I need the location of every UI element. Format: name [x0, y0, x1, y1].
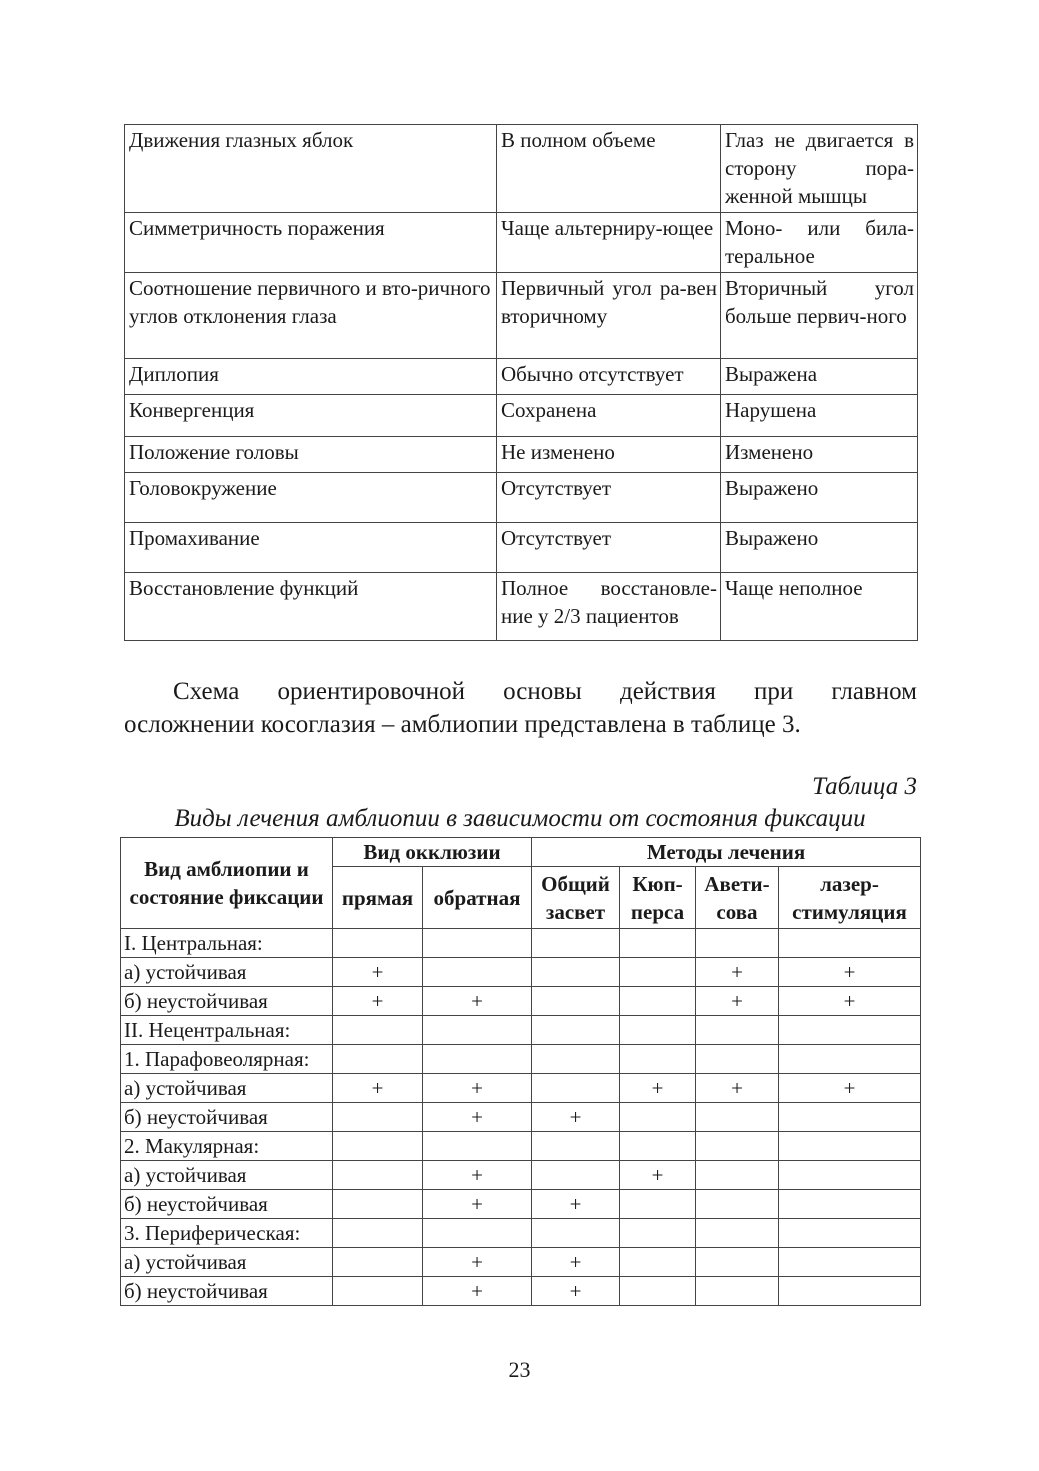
mark-cell: [532, 1045, 620, 1074]
comparison-feature-cell: Симметричность поражения: [125, 213, 497, 273]
mark-cell: [779, 1161, 921, 1190]
mark-cell: [620, 958, 696, 987]
mark-cell: [620, 1045, 696, 1074]
mark-cell: [779, 1016, 921, 1045]
mark-cell: [532, 1074, 620, 1103]
header-amblyopia-type: Вид амблиопии и состояние фиксации: [121, 838, 333, 929]
mark-cell: +: [532, 1248, 620, 1277]
mark-cell: [333, 1103, 423, 1132]
mark-cell: [532, 1161, 620, 1190]
comparison-row: [125, 523, 918, 573]
row-label: I. Центральная:: [121, 929, 333, 958]
mark-cell: +: [423, 987, 532, 1016]
mark-cell: +: [696, 1074, 779, 1103]
row-label: б) неустойчивая: [121, 987, 333, 1016]
mark-cell: +: [423, 1103, 532, 1132]
mark-cell: [333, 1161, 423, 1190]
comparison-row: [125, 437, 918, 473]
header-avetisov: Авети-сова: [696, 867, 779, 929]
comparison-feature-cell: Движения глазных яблок: [125, 125, 497, 213]
mark-cell: [532, 1016, 620, 1045]
comparison-col3-cell: Чаще неполное: [721, 573, 918, 641]
treatment-row: [121, 1132, 921, 1161]
treatment-row: [121, 1219, 921, 1248]
mark-cell: [423, 1016, 532, 1045]
page-number: 23: [508, 1357, 531, 1382]
mark-cell: [333, 1190, 423, 1219]
mark-cell: [696, 1277, 779, 1306]
row-label: а) устойчивая: [121, 1074, 333, 1103]
mark-cell: +: [423, 1074, 532, 1103]
comparison-col2-cell: Отсутствует: [497, 523, 721, 573]
row-label: 2. Макулярная:: [121, 1132, 333, 1161]
mark-cell: [779, 1190, 921, 1219]
mark-cell: +: [423, 1277, 532, 1306]
comparison-col2-cell: Полное восстановле-ние у 2/3 пациентов: [497, 573, 721, 641]
mark-cell: [532, 929, 620, 958]
mark-cell: [333, 929, 423, 958]
comparison-col3-cell: Вторичный угол больше первич-ного: [721, 273, 918, 359]
comparison-feature-cell: Диплопия: [125, 359, 497, 395]
mark-cell: [333, 1016, 423, 1045]
treatment-row: [121, 1190, 921, 1219]
mark-cell: [333, 1219, 423, 1248]
treatment-row: [121, 1045, 921, 1074]
mark-cell: [532, 1132, 620, 1161]
mark-cell: [779, 1103, 921, 1132]
mark-cell: [779, 1132, 921, 1161]
mark-cell: +: [779, 1074, 921, 1103]
comparison-feature-cell: Головокружение: [125, 473, 497, 523]
treatment-row: [121, 1103, 921, 1132]
mark-cell: [532, 1219, 620, 1248]
mark-cell: [779, 1248, 921, 1277]
mark-cell: [779, 929, 921, 958]
table-caption: Виды лечения амблиопии в зависимости от состояния фиксации: [174, 805, 866, 832]
mark-cell: [620, 1103, 696, 1132]
comparison-col3-cell: Изменено: [721, 437, 918, 473]
treatment-row: [121, 929, 921, 958]
mark-cell: [423, 929, 532, 958]
header-reverse: обратная: [423, 867, 532, 929]
mark-cell: +: [779, 987, 921, 1016]
mark-cell: [696, 1219, 779, 1248]
mark-cell: +: [532, 1103, 620, 1132]
mark-cell: +: [333, 1074, 423, 1103]
comparison-feature-cell: Конвергенция: [125, 395, 497, 437]
header-general-illumination: Общий засвет: [532, 867, 620, 929]
comparison-feature-cell: Положение головы: [125, 437, 497, 473]
comparison-col3-cell: Моно- или била-теральное: [721, 213, 918, 273]
mark-cell: [532, 987, 620, 1016]
mark-cell: [779, 1045, 921, 1074]
row-label: 1. Парафовеолярная:: [121, 1045, 333, 1074]
treatment-row: [121, 958, 921, 987]
comparison-col3-cell: Глаз не двигается в сторону пора-женной мышцы: [721, 125, 918, 213]
comparison-col2-cell: Отсутствует: [497, 473, 721, 523]
mark-cell: [696, 1103, 779, 1132]
paragraph-line-1: Схема ориентировочной основы действия при главном: [173, 678, 917, 705]
header-kuppers: Кюп-перса: [620, 867, 696, 929]
mark-cell: [620, 1132, 696, 1161]
row-label: б) неустойчивая: [121, 1103, 333, 1132]
amblyopia-treatment-table: [120, 837, 921, 1306]
row-label: а) устойчивая: [121, 1161, 333, 1190]
comparison-row: [125, 125, 918, 213]
mark-cell: [620, 929, 696, 958]
row-label: II. Нецентральная:: [121, 1016, 333, 1045]
header-laser-stimulation: лазер-стимуляция: [779, 867, 921, 929]
mark-cell: [423, 958, 532, 987]
mark-cell: +: [333, 987, 423, 1016]
mark-cell: [333, 1132, 423, 1161]
mark-cell: [333, 1277, 423, 1306]
comparison-row: [125, 359, 918, 395]
mark-cell: +: [423, 1190, 532, 1219]
comparison-col2-cell: Обычно отсутствует: [497, 359, 721, 395]
comparison-row: [125, 395, 918, 437]
treatment-row: [121, 1161, 921, 1190]
mark-cell: [620, 1016, 696, 1045]
row-label: а) устойчивая: [121, 1248, 333, 1277]
body-paragraph: [124, 675, 917, 741]
mark-cell: +: [696, 958, 779, 987]
mark-cell: [696, 1248, 779, 1277]
comparison-col2-cell: В полном объеме: [497, 125, 721, 213]
mark-cell: [620, 1248, 696, 1277]
mark-cell: [696, 929, 779, 958]
comparison-col2-cell: Чаще альтерниру-ющее: [497, 213, 721, 273]
comparison-row: [125, 213, 918, 273]
header-occlusion: Вид окклюзии: [333, 838, 532, 867]
comparison-feature-cell: Соотношение первичного и вто-ричного углов отклонения глаза: [125, 273, 497, 359]
mark-cell: [532, 958, 620, 987]
treatment-row: [121, 1074, 921, 1103]
treatment-row: [121, 1277, 921, 1306]
mark-cell: [333, 1248, 423, 1277]
comparison-col2-cell: Не изменено: [497, 437, 721, 473]
mark-cell: [696, 1132, 779, 1161]
mark-cell: [696, 1045, 779, 1074]
comparison-feature-cell: Восстановление функций: [125, 573, 497, 641]
mark-cell: +: [423, 1161, 532, 1190]
comparison-table: [124, 124, 918, 641]
comparison-col3-cell: Выражено: [721, 473, 918, 523]
mark-cell: [423, 1045, 532, 1074]
comparison-col3-cell: Выражено: [721, 523, 918, 573]
mark-cell: [696, 1161, 779, 1190]
comparison-col2-cell: Сохранена: [497, 395, 721, 437]
row-label: б) неустойчивая: [121, 1277, 333, 1306]
row-label: б) неустойчивая: [121, 1190, 333, 1219]
comparison-row: [125, 473, 918, 523]
mark-cell: [423, 1219, 532, 1248]
comparison-row: [125, 573, 918, 641]
table-label: Таблица 3: [812, 773, 917, 800]
mark-cell: +: [532, 1190, 620, 1219]
mark-cell: +: [696, 987, 779, 1016]
mark-cell: +: [532, 1277, 620, 1306]
mark-cell: [620, 1190, 696, 1219]
mark-cell: [696, 1190, 779, 1219]
mark-cell: +: [620, 1074, 696, 1103]
comparison-feature-cell: Промахивание: [125, 523, 497, 573]
treatment-row: [121, 1016, 921, 1045]
treatment-row: [121, 987, 921, 1016]
mark-cell: [779, 1219, 921, 1248]
mark-cell: +: [423, 1248, 532, 1277]
mark-cell: +: [333, 958, 423, 987]
treatment-row: [121, 1248, 921, 1277]
mark-cell: [423, 1132, 532, 1161]
row-label: а) устойчивая: [121, 958, 333, 987]
comparison-col3-cell: Нарушена: [721, 395, 918, 437]
mark-cell: [620, 987, 696, 1016]
mark-cell: [779, 1277, 921, 1306]
row-label: 3. Периферическая:: [121, 1219, 333, 1248]
header-methods: Методы лечения: [532, 838, 921, 867]
mark-cell: [620, 1219, 696, 1248]
mark-cell: [696, 1016, 779, 1045]
mark-cell: [333, 1045, 423, 1074]
mark-cell: +: [620, 1161, 696, 1190]
comparison-col2-cell: Первичный угол ра-вен вторичному: [497, 273, 721, 359]
header-direct: прямая: [333, 867, 423, 929]
mark-cell: [620, 1277, 696, 1306]
mark-cell: +: [779, 958, 921, 987]
comparison-row: [125, 273, 918, 359]
paragraph-line-2: осложнении косоглазия – амблиопии представлена в таблице 3.: [124, 711, 801, 738]
comparison-col3-cell: Выражена: [721, 359, 918, 395]
